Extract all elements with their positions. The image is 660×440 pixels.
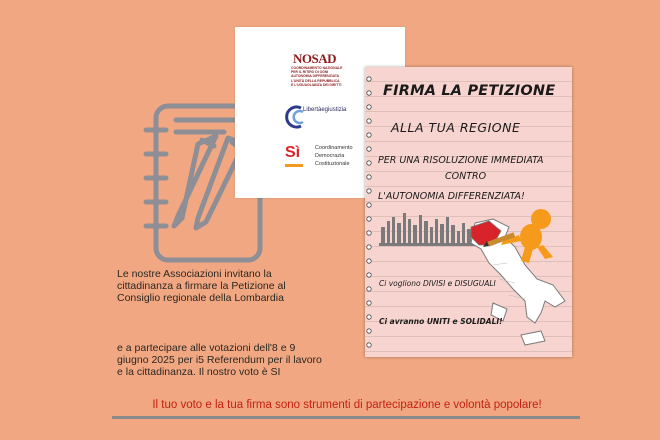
poster-subtitle: ALLA TUA REGIONE: [391, 120, 521, 135]
footer-divider: [112, 416, 580, 419]
invitation-text: Le nostre Associazioni invitano la cittadinanza a firmare la Petizione al Consiglio regionale della Lombardia: [117, 268, 286, 304]
referendum-text: e a partecipare alle votazioni dell'8 e 9 giugno 2025 per i5 Referendum per il lavoro e la cittadinanza. Il nostro voto è SI: [117, 342, 322, 378]
poster-line-1: PER UNA RISOLUZIONE IMMEDIATA: [378, 155, 544, 166]
si-logo-underline: [285, 164, 303, 167]
coordinamento-text: Coordinamento Democrazia Costituzionale: [315, 145, 353, 167]
milan-skyline-icon: [379, 213, 475, 246]
poster-caption-2: Ci avranno UNITI e SOLIDALI!: [379, 317, 503, 326]
petition-poster: [365, 67, 572, 357]
footer-slogan: Il tuo voto e la tua firma sono strumenti di partecipazione e volontà popolare!: [152, 399, 542, 411]
libertagiustizia-text: Libertàegiustizia: [303, 107, 347, 113]
poster-title: FIRMA LA PETIZIONE: [383, 83, 556, 99]
poster-caption-1: Ci vogliono DIVISI e DISUGUALI: [379, 279, 496, 288]
nosad-logo: NOSAD: [293, 51, 337, 66]
nosad-subtitle: COORDINAMENTO NAZIONALE PER IL RITIRO DI OGNI AUTONOMIA DIFFERENZIATA L'UNITÀ DELLA REPUBBLICA E L'UGUAGLIANZA DEI DIRITTI: [291, 66, 343, 87]
si-logo: Sì: [285, 144, 301, 161]
poster-line-2: CONTRO: [445, 171, 487, 182]
spiral-binding: [365, 67, 375, 357]
poster-line-3: L'AUTONOMIA DIFFERENZIATA!: [378, 191, 525, 202]
